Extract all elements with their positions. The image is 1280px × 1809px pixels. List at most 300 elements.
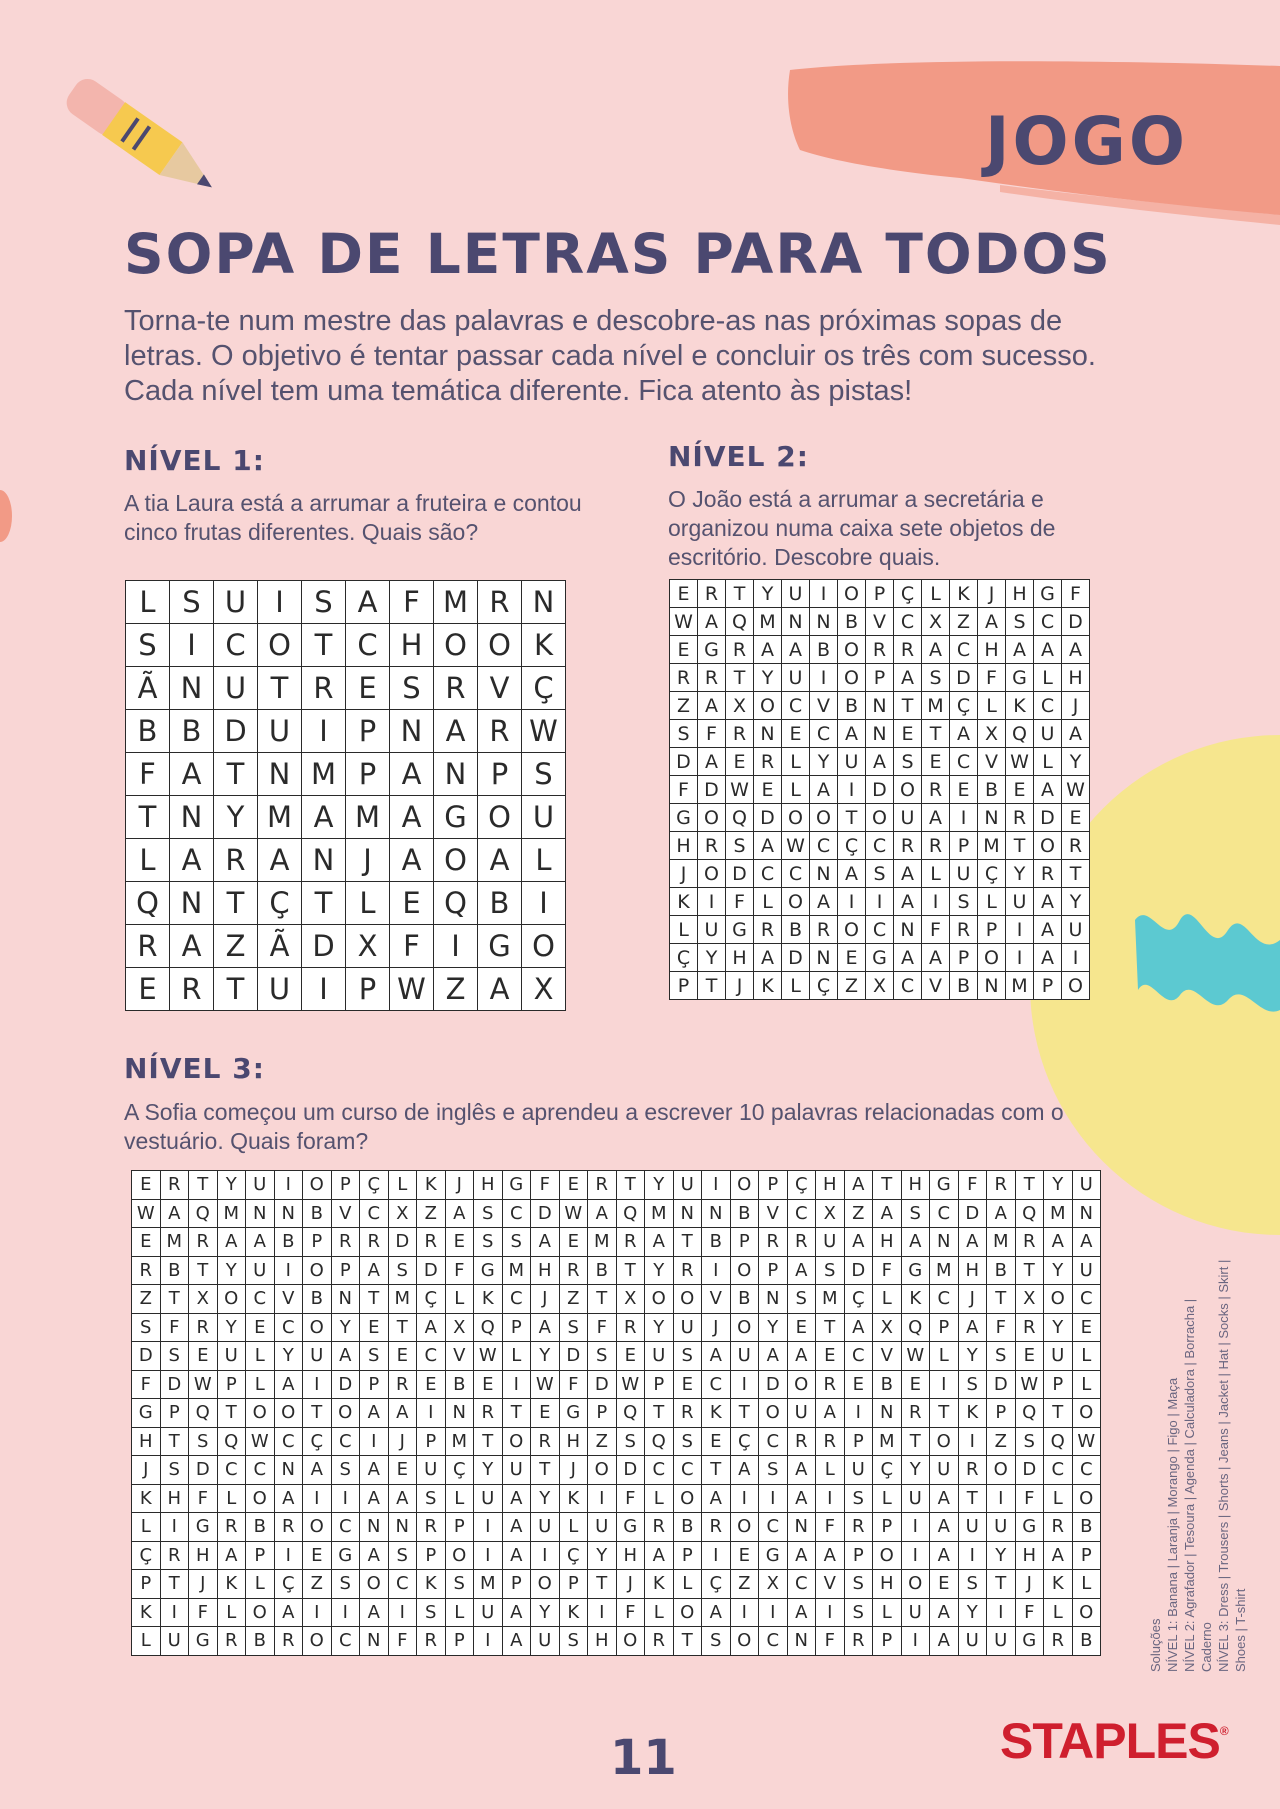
grid-letter-cell[interactable]: A <box>588 1199 617 1228</box>
grid-letter-cell[interactable]: C <box>759 1627 788 1656</box>
grid-letter-cell[interactable]: O <box>303 1627 332 1656</box>
grid-letter-cell[interactable]: S <box>132 1313 161 1342</box>
grid-letter-cell[interactable]: A <box>360 1484 389 1513</box>
grid-letter-cell[interactable]: A <box>787 1598 816 1627</box>
grid-letter-cell[interactable]: U <box>1072 1256 1101 1285</box>
grid-letter-cell[interactable]: I <box>302 710 346 753</box>
grid-letter-cell[interactable]: O <box>787 1370 816 1399</box>
grid-letter-cell[interactable]: I <box>730 1484 759 1513</box>
grid-letter-cell[interactable]: V <box>866 608 894 636</box>
grid-letter-cell[interactable]: D <box>698 776 726 804</box>
grid-letter-cell[interactable]: D <box>844 1256 873 1285</box>
grid-letter-cell[interactable]: I <box>702 1541 731 1570</box>
grid-letter-cell[interactable]: A <box>922 944 950 972</box>
grid-letter-cell[interactable]: C <box>787 1199 816 1228</box>
grid-letter-cell[interactable]: A <box>170 925 214 968</box>
grid-letter-cell[interactable]: T <box>616 1256 645 1285</box>
grid-letter-cell[interactable]: E <box>950 776 978 804</box>
grid-letter-cell[interactable]: I <box>958 1427 987 1456</box>
grid-letter-cell[interactable]: C <box>274 1427 303 1456</box>
grid-letter-cell[interactable]: G <box>1006 664 1034 692</box>
grid-letter-cell[interactable]: C <box>894 972 922 1000</box>
grid-letter-cell[interactable]: O <box>978 944 1006 972</box>
grid-letter-cell[interactable]: A <box>274 1598 303 1627</box>
grid-letter-cell[interactable]: P <box>873 1627 902 1656</box>
grid-letter-cell[interactable]: X <box>978 720 1006 748</box>
grid-letter-cell[interactable]: I <box>950 804 978 832</box>
grid-letter-cell[interactable]: I <box>360 1427 389 1456</box>
grid-letter-cell[interactable]: O <box>434 839 478 882</box>
grid-letter-cell[interactable]: J <box>189 1570 218 1599</box>
grid-letter-cell[interactable]: S <box>866 860 894 888</box>
grid-letter-cell[interactable]: E <box>1072 1313 1101 1342</box>
grid-letter-cell[interactable]: E <box>673 1370 702 1399</box>
grid-letter-cell[interactable]: H <box>901 1171 930 1200</box>
grid-letter-cell[interactable]: A <box>346 581 390 624</box>
grid-letter-cell[interactable]: M <box>388 1285 417 1314</box>
grid-letter-cell[interactable]: B <box>1072 1513 1101 1542</box>
grid-letter-cell[interactable]: O <box>303 1171 332 1200</box>
grid-letter-cell[interactable]: B <box>126 710 170 753</box>
grid-letter-cell[interactable]: W <box>726 776 754 804</box>
grid-letter-cell[interactable]: A <box>246 1228 275 1257</box>
grid-letter-cell[interactable]: W <box>901 1342 930 1371</box>
grid-letter-cell[interactable]: Q <box>1006 720 1034 748</box>
grid-letter-cell[interactable]: B <box>810 636 838 664</box>
grid-letter-cell[interactable]: R <box>217 1513 246 1542</box>
grid-letter-cell[interactable]: I <box>160 1513 189 1542</box>
grid-letter-cell[interactable]: P <box>844 1541 873 1570</box>
grid-letter-cell[interactable]: R <box>1006 804 1034 832</box>
grid-letter-cell[interactable]: Y <box>1062 888 1090 916</box>
grid-letter-cell[interactable]: A <box>787 1541 816 1570</box>
grid-letter-cell[interactable]: A <box>901 1228 930 1257</box>
grid-letter-cell[interactable]: I <box>588 1598 617 1627</box>
grid-letter-cell[interactable]: A <box>930 1513 959 1542</box>
grid-letter-cell[interactable]: R <box>702 1513 731 1542</box>
grid-letter-cell[interactable]: U <box>1062 916 1090 944</box>
grid-letter-cell[interactable]: E <box>132 1171 161 1200</box>
grid-letter-cell[interactable]: V <box>759 1199 788 1228</box>
grid-letter-cell[interactable]: T <box>160 1427 189 1456</box>
grid-letter-cell[interactable]: Ã <box>126 667 170 710</box>
grid-letter-cell[interactable]: C <box>217 1456 246 1485</box>
grid-letter-cell[interactable]: G <box>930 1171 959 1200</box>
grid-letter-cell[interactable]: L <box>522 839 566 882</box>
grid-letter-cell[interactable]: O <box>246 1598 275 1627</box>
grid-letter-cell[interactable]: P <box>502 1570 531 1599</box>
grid-letter-cell[interactable]: R <box>673 1256 702 1285</box>
grid-letter-cell[interactable]: S <box>474 1228 503 1257</box>
grid-letter-cell[interactable]: I <box>838 888 866 916</box>
grid-letter-cell[interactable]: Y <box>531 1598 560 1627</box>
grid-letter-cell[interactable]: O <box>531 1570 560 1599</box>
grid-letter-cell[interactable]: C <box>331 1627 360 1656</box>
grid-letter-cell[interactable]: B <box>246 1513 275 1542</box>
grid-letter-cell[interactable]: R <box>866 636 894 664</box>
grid-letter-cell[interactable]: I <box>331 1598 360 1627</box>
grid-letter-cell[interactable]: C <box>950 636 978 664</box>
grid-letter-cell[interactable]: J <box>1015 1570 1044 1599</box>
grid-letter-cell[interactable]: C <box>417 1342 446 1371</box>
grid-letter-cell[interactable]: U <box>673 1313 702 1342</box>
grid-letter-cell[interactable]: A <box>502 1513 531 1542</box>
grid-letter-cell[interactable]: L <box>388 1171 417 1200</box>
grid-letter-cell[interactable]: O <box>673 1598 702 1627</box>
grid-letter-cell[interactable]: N <box>390 710 434 753</box>
grid-letter-cell[interactable]: O <box>522 925 566 968</box>
grid-letter-cell[interactable]: Z <box>303 1570 332 1599</box>
grid-letter-cell[interactable]: G <box>670 804 698 832</box>
grid-letter-cell[interactable]: H <box>978 636 1006 664</box>
grid-letter-cell[interactable]: R <box>816 1370 845 1399</box>
grid-letter-cell[interactable]: P <box>673 1541 702 1570</box>
grid-letter-cell[interactable]: Z <box>844 1199 873 1228</box>
grid-letter-cell[interactable]: L <box>1034 664 1062 692</box>
grid-letter-cell[interactable]: L <box>673 1570 702 1599</box>
grid-letter-cell[interactable]: C <box>331 1427 360 1456</box>
grid-letter-cell[interactable]: L <box>1072 1342 1101 1371</box>
grid-letter-cell[interactable]: O <box>782 888 810 916</box>
grid-letter-cell[interactable]: Ç <box>303 1427 332 1456</box>
grid-letter-cell[interactable]: R <box>126 925 170 968</box>
grid-letter-cell[interactable]: R <box>417 1228 446 1257</box>
grid-letter-cell[interactable]: K <box>417 1171 446 1200</box>
grid-letter-cell[interactable]: I <box>502 1370 531 1399</box>
grid-letter-cell[interactable]: R <box>673 1399 702 1428</box>
grid-letter-cell[interactable]: O <box>274 1399 303 1428</box>
grid-letter-cell[interactable]: E <box>559 1228 588 1257</box>
grid-letter-cell[interactable]: V <box>702 1285 731 1314</box>
grid-letter-cell[interactable]: R <box>787 1228 816 1257</box>
grid-letter-cell[interactable]: Z <box>417 1199 446 1228</box>
grid-letter-cell[interactable]: D <box>1015 1456 1044 1485</box>
grid-letter-cell[interactable]: I <box>274 1171 303 1200</box>
grid-letter-cell[interactable]: O <box>698 804 726 832</box>
grid-letter-cell[interactable]: L <box>1034 748 1062 776</box>
grid-letter-cell[interactable]: K <box>950 580 978 608</box>
grid-letter-cell[interactable]: F <box>670 776 698 804</box>
grid-letter-cell[interactable]: J <box>616 1570 645 1599</box>
grid-letter-cell[interactable]: L <box>873 1285 902 1314</box>
grid-letter-cell[interactable]: T <box>302 624 346 667</box>
grid-letter-cell[interactable]: N <box>866 720 894 748</box>
grid-letter-cell[interactable]: F <box>132 1370 161 1399</box>
grid-letter-cell[interactable]: A <box>390 796 434 839</box>
grid-letter-cell[interactable]: S <box>816 1256 845 1285</box>
grid-letter-cell[interactable]: E <box>417 1370 446 1399</box>
grid-letter-cell[interactable]: R <box>474 1399 503 1428</box>
grid-letter-cell[interactable]: I <box>730 1598 759 1627</box>
grid-letter-cell[interactable]: C <box>782 692 810 720</box>
grid-letter-cell[interactable]: A <box>445 1199 474 1228</box>
grid-letter-cell[interactable]: Q <box>726 608 754 636</box>
grid-letter-cell[interactable]: C <box>346 624 390 667</box>
grid-letter-cell[interactable]: P <box>303 1228 332 1257</box>
grid-letter-cell[interactable]: D <box>331 1370 360 1399</box>
grid-letter-cell[interactable]: Ç <box>132 1541 161 1570</box>
grid-letter-cell[interactable]: G <box>474 1256 503 1285</box>
grid-letter-cell[interactable]: U <box>246 1171 275 1200</box>
grid-letter-cell[interactable]: F <box>1015 1598 1044 1627</box>
grid-letter-cell[interactable]: E <box>388 1456 417 1485</box>
grid-letter-cell[interactable]: L <box>922 580 950 608</box>
grid-letter-cell[interactable]: W <box>1062 776 1090 804</box>
grid-letter-cell[interactable]: B <box>588 1256 617 1285</box>
grid-letter-cell[interactable]: A <box>417 1313 446 1342</box>
grid-letter-cell[interactable]: A <box>958 1228 987 1257</box>
grid-letter-cell[interactable]: T <box>1015 1256 1044 1285</box>
grid-letter-cell[interactable]: R <box>787 1427 816 1456</box>
grid-letter-cell[interactable]: O <box>987 1456 1016 1485</box>
grid-letter-cell[interactable]: R <box>670 664 698 692</box>
grid-letter-cell[interactable]: S <box>474 1199 503 1228</box>
grid-letter-cell[interactable]: S <box>759 1456 788 1485</box>
grid-letter-cell[interactable]: N <box>978 972 1006 1000</box>
grid-letter-cell[interactable]: U <box>787 1399 816 1428</box>
grid-letter-cell[interactable]: T <box>214 882 258 925</box>
grid-letter-cell[interactable]: A <box>1062 636 1090 664</box>
grid-letter-cell[interactable]: J <box>958 1285 987 1314</box>
grid-letter-cell[interactable]: L <box>559 1513 588 1542</box>
grid-letter-cell[interactable]: Q <box>616 1399 645 1428</box>
grid-letter-cell[interactable]: G <box>866 944 894 972</box>
grid-letter-cell[interactable]: R <box>160 1541 189 1570</box>
grid-letter-cell[interactable]: Y <box>1044 1313 1073 1342</box>
grid-letter-cell[interactable]: U <box>1072 1171 1101 1200</box>
grid-letter-cell[interactable]: E <box>360 1313 389 1342</box>
grid-letter-cell[interactable]: J <box>1062 692 1090 720</box>
grid-letter-cell[interactable]: O <box>673 1484 702 1513</box>
grid-letter-cell[interactable]: T <box>588 1570 617 1599</box>
grid-letter-cell[interactable]: C <box>502 1199 531 1228</box>
grid-letter-cell[interactable]: W <box>189 1370 218 1399</box>
grid-letter-cell[interactable]: I <box>258 581 302 624</box>
grid-letter-cell[interactable]: O <box>616 1627 645 1656</box>
grid-letter-cell[interactable]: K <box>754 972 782 1000</box>
grid-letter-cell[interactable]: T <box>1015 1171 1044 1200</box>
grid-letter-cell[interactable]: S <box>958 1370 987 1399</box>
grid-letter-cell[interactable]: U <box>1034 720 1062 748</box>
grid-letter-cell[interactable]: R <box>1044 1513 1073 1542</box>
grid-letter-cell[interactable]: C <box>274 1313 303 1342</box>
grid-letter-cell[interactable]: A <box>478 839 522 882</box>
grid-letter-cell[interactable]: Ç <box>522 667 566 710</box>
grid-letter-cell[interactable]: X <box>346 925 390 968</box>
grid-letter-cell[interactable]: A <box>810 776 838 804</box>
grid-letter-cell[interactable]: T <box>930 1399 959 1428</box>
grid-letter-cell[interactable]: J <box>559 1456 588 1485</box>
grid-letter-cell[interactable]: P <box>950 832 978 860</box>
grid-letter-cell[interactable]: P <box>844 1427 873 1456</box>
grid-letter-cell[interactable]: H <box>816 1171 845 1200</box>
grid-letter-cell[interactable]: R <box>810 916 838 944</box>
grid-letter-cell[interactable]: C <box>1072 1285 1101 1314</box>
grid-letter-cell[interactable]: T <box>258 667 302 710</box>
grid-letter-cell[interactable]: N <box>978 804 1006 832</box>
grid-letter-cell[interactable]: H <box>726 944 754 972</box>
grid-letter-cell[interactable]: W <box>1015 1370 1044 1399</box>
grid-letter-cell[interactable]: H <box>588 1627 617 1656</box>
grid-letter-cell[interactable]: Ç <box>445 1456 474 1485</box>
grid-letter-cell[interactable]: U <box>894 804 922 832</box>
grid-letter-cell[interactable]: L <box>217 1598 246 1627</box>
grid-letter-cell[interactable]: A <box>782 636 810 664</box>
grid-letter-cell[interactable]: O <box>838 580 866 608</box>
grid-letter-cell[interactable]: R <box>726 636 754 664</box>
grid-letter-cell[interactable]: D <box>417 1256 446 1285</box>
grid-letter-cell[interactable]: R <box>1015 1313 1044 1342</box>
grid-letter-cell[interactable]: U <box>838 748 866 776</box>
grid-letter-cell[interactable]: Q <box>189 1199 218 1228</box>
grid-letter-cell[interactable]: U <box>258 968 302 1011</box>
grid-letter-cell[interactable]: A <box>478 968 522 1011</box>
grid-letter-cell[interactable]: I <box>987 1484 1016 1513</box>
grid-letter-cell[interactable]: Y <box>331 1313 360 1342</box>
grid-letter-cell[interactable]: A <box>702 1484 731 1513</box>
grid-letter-cell[interactable]: A <box>388 1399 417 1428</box>
grid-letter-cell[interactable]: R <box>417 1627 446 1656</box>
grid-letter-cell[interactable]: P <box>360 1370 389 1399</box>
grid-letter-cell[interactable]: X <box>816 1199 845 1228</box>
grid-letter-cell[interactable]: Y <box>759 1313 788 1342</box>
grid-letter-cell[interactable]: C <box>866 832 894 860</box>
grid-letter-cell[interactable]: E <box>670 580 698 608</box>
grid-letter-cell[interactable]: R <box>559 1256 588 1285</box>
grid-letter-cell[interactable]: N <box>434 753 478 796</box>
grid-letter-cell[interactable]: P <box>866 580 894 608</box>
grid-letter-cell[interactable]: O <box>1072 1598 1101 1627</box>
grid-letter-cell[interactable]: L <box>445 1598 474 1627</box>
grid-letter-cell[interactable]: B <box>274 1228 303 1257</box>
grid-letter-cell[interactable]: P <box>670 972 698 1000</box>
grid-letter-cell[interactable]: Y <box>987 1541 1016 1570</box>
grid-letter-cell[interactable]: O <box>360 1570 389 1599</box>
grid-letter-cell[interactable]: G <box>189 1627 218 1656</box>
grid-letter-cell[interactable]: R <box>214 839 258 882</box>
grid-letter-cell[interactable]: L <box>126 839 170 882</box>
grid-letter-cell[interactable]: N <box>810 860 838 888</box>
grid-letter-cell[interactable]: Q <box>616 1199 645 1228</box>
grid-letter-cell[interactable]: R <box>331 1228 360 1257</box>
grid-letter-cell[interactable]: X <box>522 968 566 1011</box>
grid-letter-cell[interactable]: E <box>246 1313 275 1342</box>
grid-letter-cell[interactable]: Q <box>126 882 170 925</box>
grid-letter-cell[interactable]: X <box>922 608 950 636</box>
grid-letter-cell[interactable]: A <box>502 1627 531 1656</box>
grid-letter-cell[interactable]: E <box>901 1370 930 1399</box>
grid-letter-cell[interactable]: S <box>445 1570 474 1599</box>
grid-letter-cell[interactable]: F <box>126 753 170 796</box>
grid-letter-cell[interactable]: I <box>274 1541 303 1570</box>
grid-letter-cell[interactable]: B <box>170 710 214 753</box>
grid-letter-cell[interactable]: R <box>1062 832 1090 860</box>
grid-letter-cell[interactable]: A <box>360 1456 389 1485</box>
grid-letter-cell[interactable]: M <box>978 832 1006 860</box>
grid-letter-cell[interactable]: X <box>445 1313 474 1342</box>
grid-letter-cell[interactable]: E <box>922 748 950 776</box>
grid-letter-cell[interactable]: J <box>670 860 698 888</box>
grid-letter-cell[interactable]: T <box>922 720 950 748</box>
grid-letter-cell[interactable]: C <box>1044 1456 1073 1485</box>
grid-letter-cell[interactable]: U <box>502 1456 531 1485</box>
grid-letter-cell[interactable]: U <box>730 1342 759 1371</box>
grid-letter-cell[interactable]: Q <box>901 1313 930 1342</box>
grid-letter-cell[interactable]: R <box>726 720 754 748</box>
grid-letter-cell[interactable]: O <box>331 1399 360 1428</box>
grid-letter-cell[interactable]: N <box>673 1199 702 1228</box>
grid-letter-cell[interactable]: V <box>274 1285 303 1314</box>
grid-letter-cell[interactable]: W <box>559 1199 588 1228</box>
grid-letter-cell[interactable]: K <box>417 1570 446 1599</box>
grid-letter-cell[interactable]: P <box>478 753 522 796</box>
grid-letter-cell[interactable]: B <box>303 1199 332 1228</box>
grid-letter-cell[interactable]: L <box>645 1598 674 1627</box>
grid-letter-cell[interactable]: I <box>474 1513 503 1542</box>
grid-letter-cell[interactable]: O <box>1044 1285 1073 1314</box>
grid-letter-cell[interactable]: Y <box>645 1256 674 1285</box>
grid-letter-cell[interactable]: A <box>810 888 838 916</box>
grid-letter-cell[interactable]: O <box>782 804 810 832</box>
grid-letter-cell[interactable]: S <box>844 1598 873 1627</box>
grid-letter-cell[interactable]: T <box>303 1399 332 1428</box>
grid-letter-cell[interactable]: L <box>1072 1570 1101 1599</box>
grid-letter-cell[interactable]: L <box>132 1513 161 1542</box>
grid-letter-cell[interactable]: J <box>445 1171 474 1200</box>
grid-letter-cell[interactable]: K <box>217 1570 246 1599</box>
grid-letter-cell[interactable]: R <box>1015 1228 1044 1257</box>
grid-letter-cell[interactable]: D <box>958 1199 987 1228</box>
grid-letter-cell[interactable]: F <box>445 1256 474 1285</box>
grid-letter-cell[interactable]: N <box>754 720 782 748</box>
grid-letter-cell[interactable]: Y <box>645 1313 674 1342</box>
grid-letter-cell[interactable]: B <box>873 1370 902 1399</box>
grid-letter-cell[interactable]: N <box>873 1399 902 1428</box>
grid-letter-cell[interactable]: Y <box>1044 1171 1073 1200</box>
grid-letter-cell[interactable]: Z <box>434 968 478 1011</box>
grid-letter-cell[interactable]: U <box>645 1342 674 1371</box>
grid-letter-cell[interactable]: R <box>217 1627 246 1656</box>
grid-letter-cell[interactable]: B <box>478 882 522 925</box>
grid-letter-cell[interactable]: A <box>302 796 346 839</box>
grid-letter-cell[interactable]: X <box>726 692 754 720</box>
grid-letter-cell[interactable]: X <box>873 1313 902 1342</box>
grid-letter-cell[interactable]: F <box>588 1313 617 1342</box>
grid-letter-cell[interactable]: I <box>930 1370 959 1399</box>
grid-letter-cell[interactable]: Y <box>645 1171 674 1200</box>
grid-letter-cell[interactable]: A <box>1034 944 1062 972</box>
grid-letter-cell[interactable]: C <box>246 1285 275 1314</box>
grid-letter-cell[interactable]: I <box>302 968 346 1011</box>
grid-letter-cell[interactable]: C <box>759 1513 788 1542</box>
grid-letter-cell[interactable]: A <box>217 1541 246 1570</box>
grid-letter-cell[interactable]: C <box>645 1456 674 1485</box>
grid-letter-cell[interactable]: S <box>1006 608 1034 636</box>
grid-letter-cell[interactable]: Z <box>559 1285 588 1314</box>
grid-letter-cell[interactable]: A <box>838 860 866 888</box>
grid-letter-cell[interactable]: S <box>844 1570 873 1599</box>
grid-letter-cell[interactable]: S <box>360 1342 389 1371</box>
grid-letter-cell[interactable]: R <box>645 1627 674 1656</box>
grid-letter-cell[interactable]: Y <box>214 796 258 839</box>
grid-letter-cell[interactable]: K <box>645 1570 674 1599</box>
grid-letter-cell[interactable]: A <box>894 860 922 888</box>
grid-letter-cell[interactable]: N <box>388 1513 417 1542</box>
grid-letter-cell[interactable]: V <box>816 1570 845 1599</box>
grid-letter-cell[interactable]: I <box>702 1171 731 1200</box>
grid-letter-cell[interactable]: L <box>978 692 1006 720</box>
grid-letter-cell[interactable]: I <box>474 1541 503 1570</box>
